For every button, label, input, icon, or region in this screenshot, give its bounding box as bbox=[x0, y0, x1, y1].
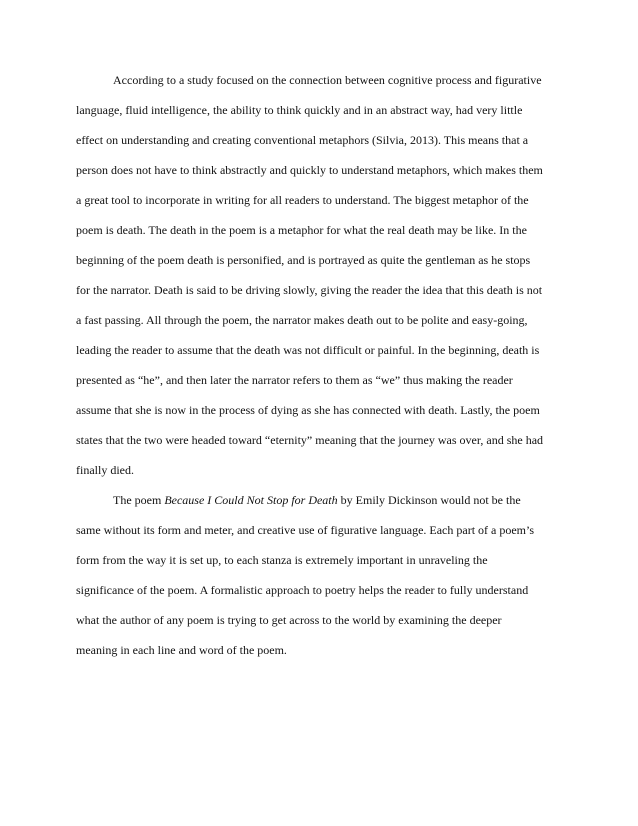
paragraph-2-line-1-after: by Emily Dickinson would not be the bbox=[337, 493, 521, 507]
paragraph-1-line-10: leading the reader to assume that the death was not difficult or painful. In the beginning, death is bbox=[76, 343, 540, 357]
paragraph-2-line-2: same without its form and meter, and creative use of figurative language. Each part of a poem’s bbox=[76, 523, 535, 537]
paragraph-2-line-1 bbox=[113, 493, 521, 507]
paragraph-2-line-4: significance of the poem. A formalistic approach to poetry helps the reader to fully understand bbox=[76, 583, 529, 597]
paragraph-1-line-13: states that the two were headed toward “eternity” meaning that the journey was over, and she had bbox=[76, 433, 544, 447]
paragraph-2-line-1-before: The poem bbox=[113, 493, 165, 507]
paragraph-1-line-3: effect on understanding and creating conventional metaphors (Silvia, 2013). This means that a bbox=[76, 133, 529, 147]
paragraph-1-line-11: presented as “he”, and then later the narrator refers to them as “we” thus making the reader bbox=[76, 373, 513, 387]
paragraph-1-line-9: a fast passing. All through the poem, the narrator makes death out to be polite and easy-going, bbox=[76, 313, 528, 327]
paragraph-1-line-12: assume that she is now in the process of dying as she has connected with death. Lastly, the poem bbox=[76, 403, 540, 417]
paragraph-2-line-6: meaning in each line and word of the poem. bbox=[76, 643, 287, 657]
paragraph-1-line-4: person does not have to think abstractly and quickly to understand metaphors, which makes them bbox=[76, 163, 543, 177]
paragraph-1-line-14: finally died. bbox=[76, 463, 134, 477]
paragraph-1-line-1: According to a study focused on the connection between cognitive process and figurative bbox=[113, 73, 542, 87]
paragraph-2-line-3: form from the way it is set up, to each stanza is extremely important in unraveling the bbox=[76, 553, 488, 567]
paragraph-1-line-7: beginning of the poem death is personified, and is portrayed as quite the gentleman as he stops bbox=[76, 253, 531, 267]
paragraph-1-line-6: poem is death. The death in the poem is a metaphor for what the real death may be like. In the bbox=[76, 223, 527, 237]
paragraph-2-line-5: what the author of any poem is trying to get across to the world by examining the deeper bbox=[76, 613, 502, 627]
paragraph-1-line-2: language, fluid intelligence, the ability to think quickly and in an abstract way, had very little bbox=[76, 103, 523, 117]
paragraph-1-line-5: a great tool to incorporate in writing for all readers to understand. The biggest metaphor of the bbox=[76, 193, 529, 207]
paragraph-1-line-8: for the narrator. Death is said to be driving slowly, giving the reader the idea that this death is not bbox=[76, 283, 543, 297]
poem-title: Because I Could Not Stop for Death bbox=[164, 493, 338, 507]
